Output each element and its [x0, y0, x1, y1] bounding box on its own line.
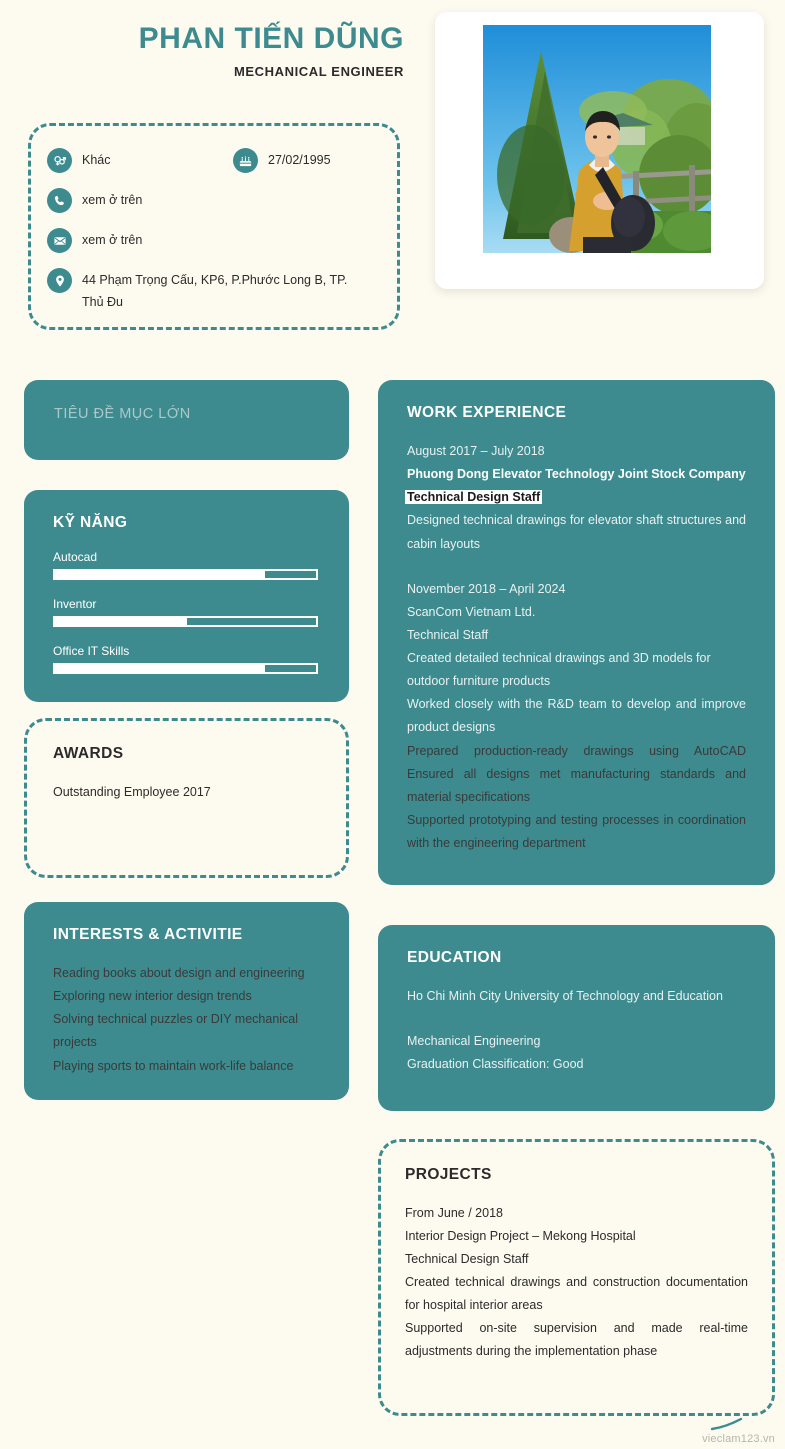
work-duty: Designed technical drawings for elevator shaft structures and cabin layouts — [407, 513, 746, 551]
skill-label: Office IT Skills — [53, 644, 130, 658]
contact-item-birthday — [233, 148, 331, 173]
project-name: Interior Design Project – Mekong Hospital — [405, 1228, 636, 1243]
project-period: From June / 2018 — [405, 1205, 503, 1220]
education-title: EDUCATION — [407, 949, 502, 967]
page-title: PHAN TIẾN DŨNG — [138, 22, 404, 55]
education-school: Ho Chi Minh City University of Technology and Education — [407, 989, 723, 1004]
photo-card — [435, 12, 764, 289]
skills-panel — [24, 490, 349, 702]
awards-title: AWARDS — [53, 745, 124, 762]
placeholder-section-title: TIÊU ĐỀ MỤC LỚN — [54, 406, 191, 422]
skill-bar-remainder — [264, 664, 317, 673]
work-job — [407, 440, 746, 556]
skill-label: Autocad — [53, 550, 98, 564]
contact-item-email — [47, 228, 387, 253]
work-duty: Created detailed technical drawings and 3D models for outdoor furniture products — [407, 651, 711, 689]
work-period: November 2018 – April 2024 — [407, 581, 566, 596]
work-experience-title: WORK EXPERIENCE — [407, 404, 567, 421]
interest-line: Playing sports to maintain work-life balance — [53, 1058, 294, 1073]
work-position-row — [407, 486, 746, 509]
phone-icon — [47, 188, 72, 213]
job-title: MECHANICAL ENGINEER — [233, 64, 404, 79]
contact-item-address — [47, 268, 387, 314]
awards-panel — [24, 718, 349, 878]
work-company: Phuong Dong Elevator Technology Joint Stock Company — [407, 467, 746, 482]
contact-grid — [47, 148, 387, 314]
project-duty: Created technical drawings and construction documentation for hospital interior areas — [405, 1274, 748, 1312]
contact-item-gender — [47, 148, 233, 173]
skill-label: Inventor — [53, 597, 97, 611]
gender-icon — [47, 148, 72, 173]
work-company: ScanCom Vietnam Ltd. — [407, 604, 536, 619]
left-column — [24, 380, 349, 1116]
work-experience-panel — [378, 380, 775, 885]
email-icon — [47, 228, 72, 253]
work-duty: Supported prototyping and testing processes in coordination with the engineering department — [407, 812, 746, 850]
work-duty: Prepared production-ready drawings using AutoCAD Ensured all designs met manufacturing standards and material specifications — [407, 743, 746, 804]
skill-item — [53, 644, 320, 674]
contact-email-value: xem ở trên — [82, 233, 143, 247]
skill-bar[interactable] — [53, 616, 318, 627]
interest-line: Solving technical puzzles or DIY mechanical projects — [53, 1012, 299, 1050]
skill-bar-remainder — [264, 570, 317, 579]
work-spacer — [407, 556, 746, 578]
right-column — [378, 380, 775, 1432]
work-period: August 2017 – July 2018 — [407, 444, 545, 458]
contact-birthday-value: 27/02/1995 — [268, 153, 331, 167]
avatar — [483, 25, 711, 253]
watermark-swoosh-icon — [710, 1418, 744, 1432]
interests-title: INTERESTS & ACTIVITIE — [53, 926, 243, 943]
work-duty: Worked closely with the R&D team to develop and improve product designs — [407, 697, 746, 735]
skill-bar[interactable] — [53, 569, 318, 580]
education-classification: Graduation Classification: Good — [407, 1057, 584, 1072]
profile-photo-illustration — [483, 25, 711, 253]
contact-address-value: 44 Phạm Trọng Cấu, KP6, P.Phước Long B, TP. Thủ Đu — [82, 273, 348, 309]
skill-item — [53, 597, 320, 627]
award-item: Outstanding Employee 2017 — [53, 785, 211, 799]
skill-bar[interactable] — [53, 663, 318, 674]
watermark — [702, 1433, 775, 1445]
skill-bar-remainder — [186, 617, 318, 626]
contact-row-gender-birthday — [47, 148, 387, 173]
education-panel — [378, 925, 775, 1110]
project-duty: Supported on-site supervision and made real-time adjustments during the implementation phase — [405, 1321, 748, 1359]
location-pin-icon — [47, 268, 72, 293]
contact-phone-value: xem ở trên — [82, 193, 143, 207]
name-block — [0, 22, 404, 79]
work-position[interactable]: Technical Design Staff — [407, 490, 541, 505]
projects-title: PROJECTS — [405, 1165, 492, 1183]
skill-item — [53, 550, 320, 580]
interest-line: Reading books about design and engineering — [53, 966, 305, 980]
contact-item-phone — [47, 188, 387, 213]
work-position: Technical Staff — [407, 627, 489, 642]
work-job — [407, 578, 746, 856]
contact-gender-value: Khác — [82, 153, 111, 167]
projects-panel — [378, 1139, 775, 1417]
watermark-text: vieclam123.vn — [702, 1433, 775, 1445]
birthday-cake-icon — [233, 148, 258, 173]
education-spacer — [407, 1008, 746, 1030]
interests-panel — [24, 902, 349, 1100]
interest-line: Exploring new interior design trends — [53, 989, 252, 1004]
placeholder-section[interactable] — [24, 380, 349, 460]
skills-title: KỸ NĂNG — [53, 514, 128, 531]
project-position: Technical Design Staff — [405, 1251, 529, 1266]
contact-box — [28, 123, 400, 330]
education-major: Mechanical Engineering — [407, 1034, 541, 1049]
